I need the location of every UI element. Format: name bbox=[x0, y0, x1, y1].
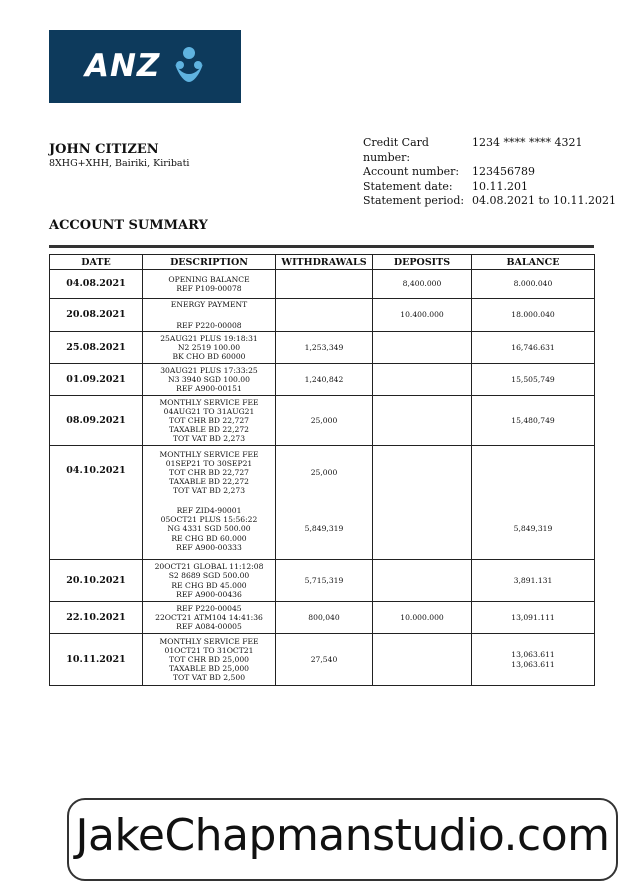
table-row bbox=[50, 602, 595, 634]
row-description bbox=[143, 364, 276, 396]
desc-line: TOT VAT BD 2,273 bbox=[172, 434, 246, 444]
row-withdrawal: 5,715,319 bbox=[276, 560, 373, 602]
desc-line: 01SEP21 TO 30SEP21 bbox=[165, 458, 253, 468]
desc-line: REF P220-00008 bbox=[176, 320, 242, 330]
desc-line: TOT VAT BD 2,500 bbox=[172, 673, 246, 683]
row-description bbox=[143, 602, 276, 634]
table-row bbox=[50, 270, 595, 299]
info-value: 1234 **** **** 4321 bbox=[472, 136, 583, 149]
table-row bbox=[50, 634, 595, 686]
row-withdrawal bbox=[276, 299, 373, 332]
row-balance: 8.000.040 bbox=[472, 270, 595, 299]
row-description bbox=[143, 634, 276, 686]
watermark-text: JakeChapmanstudio.com bbox=[75, 810, 610, 861]
row-date: 25.08.2021 bbox=[50, 332, 143, 364]
table-header-row bbox=[50, 255, 595, 270]
table-row bbox=[50, 560, 595, 602]
info-label: Statement period: bbox=[363, 194, 465, 207]
logo-text: ANZ bbox=[85, 48, 161, 84]
transactions-table bbox=[49, 254, 595, 686]
row-description bbox=[143, 396, 276, 446]
row-deposit bbox=[373, 560, 472, 602]
card-number-row bbox=[363, 136, 616, 165]
balance-value bbox=[472, 446, 594, 499]
info-value: 123456789 bbox=[472, 165, 535, 178]
row-deposit: 8,400.000 bbox=[373, 270, 472, 299]
desc-line: REF P220-00045 bbox=[176, 603, 242, 613]
row-date: 10.11.2021 bbox=[50, 634, 143, 686]
desc-line: RE CHG BD 60.000 bbox=[171, 533, 247, 543]
balance-value: 5,849,319 bbox=[513, 524, 553, 534]
column-header: WITHDRAWALS bbox=[276, 255, 373, 270]
statement-date-row bbox=[363, 180, 616, 195]
desc-line: 22OCT21 ATM104 14:41:36 bbox=[155, 612, 263, 622]
desc-line: 01OCT21 TO 31OCT21 bbox=[164, 645, 254, 655]
row-balance: 16,746.631 bbox=[472, 332, 595, 364]
row-balance: 15,480,749 bbox=[472, 396, 595, 446]
row-description bbox=[143, 270, 276, 299]
info-value: 04.08.2021 to 10.11.2021 bbox=[472, 194, 616, 207]
info-label: Account number: bbox=[363, 165, 460, 178]
row-deposit bbox=[373, 446, 472, 560]
row-description bbox=[143, 446, 276, 560]
row-date: 04.10.2021 bbox=[50, 446, 143, 560]
desc-line: 05OCT21 PLUS 15:56:22 bbox=[160, 515, 258, 525]
desc-line: TAXABLE BD 22,272 bbox=[169, 425, 249, 435]
statement-period-row bbox=[363, 194, 616, 209]
withdrawal-value: 5,849,319 bbox=[304, 524, 344, 534]
desc-line: TAXABLE BD 22,272 bbox=[169, 477, 249, 487]
desc-line: 25AUG21 PLUS 19:18:31 bbox=[160, 333, 258, 343]
spacer bbox=[145, 310, 273, 321]
row-description bbox=[143, 560, 276, 602]
info-label: Credit Card number: bbox=[363, 136, 429, 164]
desc-line: NG 4331 SGD 500.00 bbox=[167, 524, 251, 534]
desc-line: 30AUG21 PLUS 17:33:25 bbox=[160, 365, 258, 375]
watermark-banner bbox=[67, 798, 618, 881]
table-row bbox=[50, 446, 595, 560]
row-balance bbox=[472, 634, 595, 686]
row-balance: 13,091.111 bbox=[472, 602, 595, 634]
withdrawal-value: 25,000 bbox=[310, 467, 338, 477]
section-title: ACCOUNT SUMMARY bbox=[49, 218, 208, 233]
account-number-row bbox=[363, 165, 616, 180]
desc-line: S2 8689 SGD 500.00 bbox=[168, 571, 250, 581]
column-header: DESCRIPTION bbox=[143, 255, 276, 270]
anz-people-icon bbox=[171, 46, 207, 86]
row-withdrawal: 1,253,349 bbox=[276, 332, 373, 364]
row-balance: 3,891.131 bbox=[472, 560, 595, 602]
info-label: Statement date: bbox=[363, 179, 453, 193]
row-date: 04.08.2021 bbox=[50, 270, 143, 299]
row-withdrawal: 1,240,842 bbox=[276, 364, 373, 396]
customer-name: JOHN CITIZEN bbox=[49, 142, 159, 157]
row-date: 22.10.2021 bbox=[50, 602, 143, 634]
row-date: 20.10.2021 bbox=[50, 560, 143, 602]
row-deposit: 10.000.000 bbox=[373, 602, 472, 634]
row-withdrawal: 800,040 bbox=[276, 602, 373, 634]
desc-line: MONTHLY SERVICE FEE bbox=[159, 449, 259, 459]
desc-line: OPENING BALANCE bbox=[168, 274, 250, 284]
desc-line: BK CHO BD 60000 bbox=[172, 352, 246, 362]
desc-line: TOT CHR BD 25,000 bbox=[169, 654, 249, 664]
desc-line: REF A900-00436 bbox=[176, 589, 242, 599]
row-deposit bbox=[373, 634, 472, 686]
row-withdrawal: 25,000 bbox=[276, 396, 373, 446]
row-description bbox=[143, 332, 276, 364]
desc-line: TAXABLE BD 25,000 bbox=[169, 664, 249, 674]
row-deposit bbox=[373, 332, 472, 364]
account-info bbox=[363, 136, 616, 209]
desc-line: 20OCT21 GLOBAL 11:12:08 bbox=[154, 562, 264, 572]
column-header: BALANCE bbox=[472, 255, 595, 270]
balance-value: 13,063.611 bbox=[511, 650, 555, 660]
desc-line: MONTHLY SERVICE FEE bbox=[159, 636, 259, 646]
desc-line: N2 2519 100.00 bbox=[177, 342, 241, 352]
desc-line: REF A900-00151 bbox=[176, 384, 242, 394]
row-withdrawal bbox=[276, 270, 373, 299]
table-row bbox=[50, 299, 595, 332]
balance-value: 13,063.611 bbox=[511, 659, 555, 669]
row-description bbox=[143, 299, 276, 332]
divider bbox=[49, 245, 594, 248]
desc-line: REF A084-00005 bbox=[176, 622, 242, 632]
desc-block bbox=[143, 499, 275, 559]
anz-logo bbox=[49, 30, 241, 103]
desc-line: TOT VAT BD 2,273 bbox=[172, 486, 246, 496]
desc-line: REF ZID4-90001 bbox=[176, 506, 242, 516]
column-header: DEPOSITS bbox=[373, 255, 472, 270]
desc-block bbox=[143, 446, 275, 499]
row-date: 20.08.2021 bbox=[50, 299, 143, 332]
desc-line: ENERGY PAYMENT bbox=[170, 300, 248, 310]
row-withdrawal bbox=[276, 446, 373, 560]
row-deposit bbox=[373, 364, 472, 396]
desc-line: 04AUG21 TO 31AUG21 bbox=[163, 406, 255, 416]
row-balance: 15,505,749 bbox=[472, 364, 595, 396]
table-row bbox=[50, 396, 595, 446]
row-deposit bbox=[373, 396, 472, 446]
desc-line: RE CHG BD 45.000 bbox=[171, 580, 247, 590]
row-date: 01.09.2021 bbox=[50, 364, 143, 396]
customer-address: 8XHG+XHH, Bairiki, Kiribati bbox=[49, 158, 190, 169]
desc-line: TOT CHR BD 22,727 bbox=[169, 415, 249, 425]
desc-line: N3 3940 SGD 100.00 bbox=[168, 374, 250, 384]
row-withdrawal: 27,540 bbox=[276, 634, 373, 686]
row-date: 08.09.2021 bbox=[50, 396, 143, 446]
row-deposit: 10.400.000 bbox=[373, 299, 472, 332]
row-balance bbox=[472, 446, 595, 560]
column-header: DATE bbox=[50, 255, 143, 270]
desc-line: REF P109-00078 bbox=[176, 284, 242, 293]
row-balance: 18.000.040 bbox=[472, 299, 595, 332]
desc-line: REF A900-00333 bbox=[176, 542, 242, 552]
info-value: 10.11.201 bbox=[472, 179, 528, 193]
table-row bbox=[50, 364, 595, 396]
desc-line: TOT CHR BD 22,727 bbox=[169, 467, 249, 477]
desc-line: MONTHLY SERVICE FEE bbox=[159, 397, 259, 407]
table-row bbox=[50, 332, 595, 364]
